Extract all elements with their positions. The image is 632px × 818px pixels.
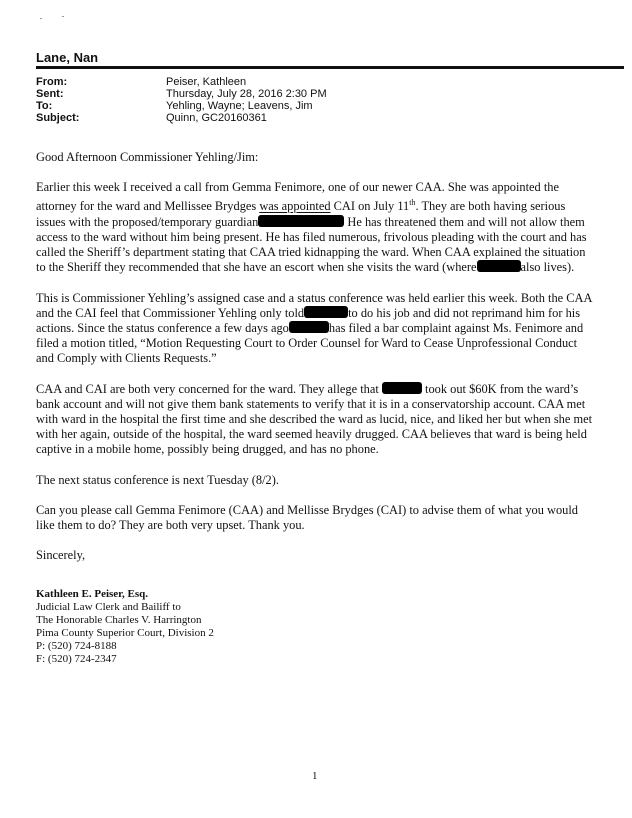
sent-label: Sent: bbox=[36, 88, 64, 100]
paragraph-5: Can you please call Gemma Fenimore (CAA) and Mellisse Brydges (CAI) to advise them of what you would like them to do? They are both very upset. Thank you. bbox=[36, 502, 578, 532]
from-label: From: bbox=[36, 76, 68, 88]
from-row bbox=[36, 76, 327, 88]
p2-text-b: to do his job and did not reprimand him for his actions. Since the status conference a few days ago bbox=[36, 305, 581, 335]
signature-title: Judicial Law Clerk and Bailiff to bbox=[36, 601, 181, 613]
signature-block bbox=[36, 588, 214, 666]
sent-row bbox=[36, 88, 327, 100]
p1-text-c: CAI on July 11 bbox=[330, 199, 410, 214]
redaction-block bbox=[477, 260, 521, 272]
subject-value: Quinn, GC20160361 bbox=[166, 112, 267, 124]
paragraph-2 bbox=[36, 291, 596, 367]
p1-text-f: also lives). bbox=[520, 260, 575, 275]
signature-name: Kathleen E. Peiser, Esq. bbox=[36, 588, 149, 600]
subject-label: Subject: bbox=[36, 112, 80, 124]
signature-fax: F: (520) 724-2347 bbox=[36, 653, 117, 665]
mailbox-owner: Lane, Nan bbox=[36, 50, 99, 65]
redaction-block bbox=[382, 382, 422, 394]
redaction-block bbox=[289, 321, 329, 333]
signature-court: Pima County Superior Court, Division 2 bbox=[36, 627, 214, 639]
paragraph-4: The next status conference is next Tuesday (8/2). bbox=[36, 472, 279, 487]
p3-text-a: CAA and CAI are both very concerned for the ward. They allege that bbox=[36, 381, 379, 396]
paragraph-1 bbox=[36, 180, 596, 275]
signature-phone: P: (520) 724-8188 bbox=[36, 640, 117, 652]
redaction-block bbox=[304, 306, 348, 318]
p1-text-e: He has threatened them and will not allow them access to the ward without him being present. He has filed numerous, frivolous pleading with the court and has called the Sheriff’s department stating that CAA tried kidnapping the ward. When CAA explained the situation to the Sheriff they recommended that she have an escort when she visits the ward (where bbox=[36, 214, 587, 275]
email-header bbox=[36, 76, 327, 124]
greeting: Good Afternoon Commissioner Yehling/Jim: bbox=[36, 150, 259, 164]
p3-text-b: took out $60K from the ward’s bank account and will not give them bank statements to verify that it is in a conservatorship account. CAA met with ward in the hospital the first time and she described the ward as lucid, nice, and liked her but when she met with her again, outside of the hospital, the ward seemed heavily drugged. CAA believes that ward is being held captive in a mobile home, possibly being drugged, and has no phone. bbox=[36, 381, 593, 457]
scan-speck bbox=[40, 18, 42, 19]
subject-row bbox=[36, 112, 327, 124]
p2-text-a: This is Commissioner Yehling’s assigned case and a status conference was held earlier this week. Both the CAA and the CAI feel that Commissioner Yehling only told bbox=[36, 290, 592, 320]
header-rule bbox=[36, 66, 624, 69]
p1-superscript: th bbox=[409, 198, 416, 208]
from-value: Peiser, Kathleen bbox=[166, 76, 247, 88]
p1-text-a: Earlier this week I received a call from Gemma Fenimore, one of our newer CAA. She was appointed the attorney for the ward and Mellissee Brydges bbox=[36, 180, 559, 214]
paragraph-3 bbox=[36, 382, 596, 458]
p2-text-c: has filed a bar complaint against Ms. Fenimore and filed a motion titled, “Motion Requesting Court to Order Counsel for Ward to Cease Unprofessional Conduct and Comply with Clients Requests.” bbox=[36, 320, 584, 366]
closing: Sincerely, bbox=[36, 548, 86, 563]
to-row bbox=[36, 100, 327, 112]
scan-speck bbox=[62, 16, 64, 17]
letter-body bbox=[36, 150, 596, 578]
page-number: 1 bbox=[312, 770, 318, 782]
p1-underlined: was appointed bbox=[259, 199, 331, 214]
p1-text-d: . They are both having serious issues with the proposed/temporary guardian bbox=[36, 199, 566, 229]
redaction-block bbox=[258, 215, 344, 227]
to-label: To: bbox=[36, 100, 53, 112]
to-value: Yehling, Wayne; Leavens, Jim bbox=[166, 100, 313, 112]
signature-judge: The Honorable Charles V. Harrington bbox=[36, 614, 202, 626]
sent-value: Thursday, July 28, 2016 2:30 PM bbox=[166, 88, 327, 100]
